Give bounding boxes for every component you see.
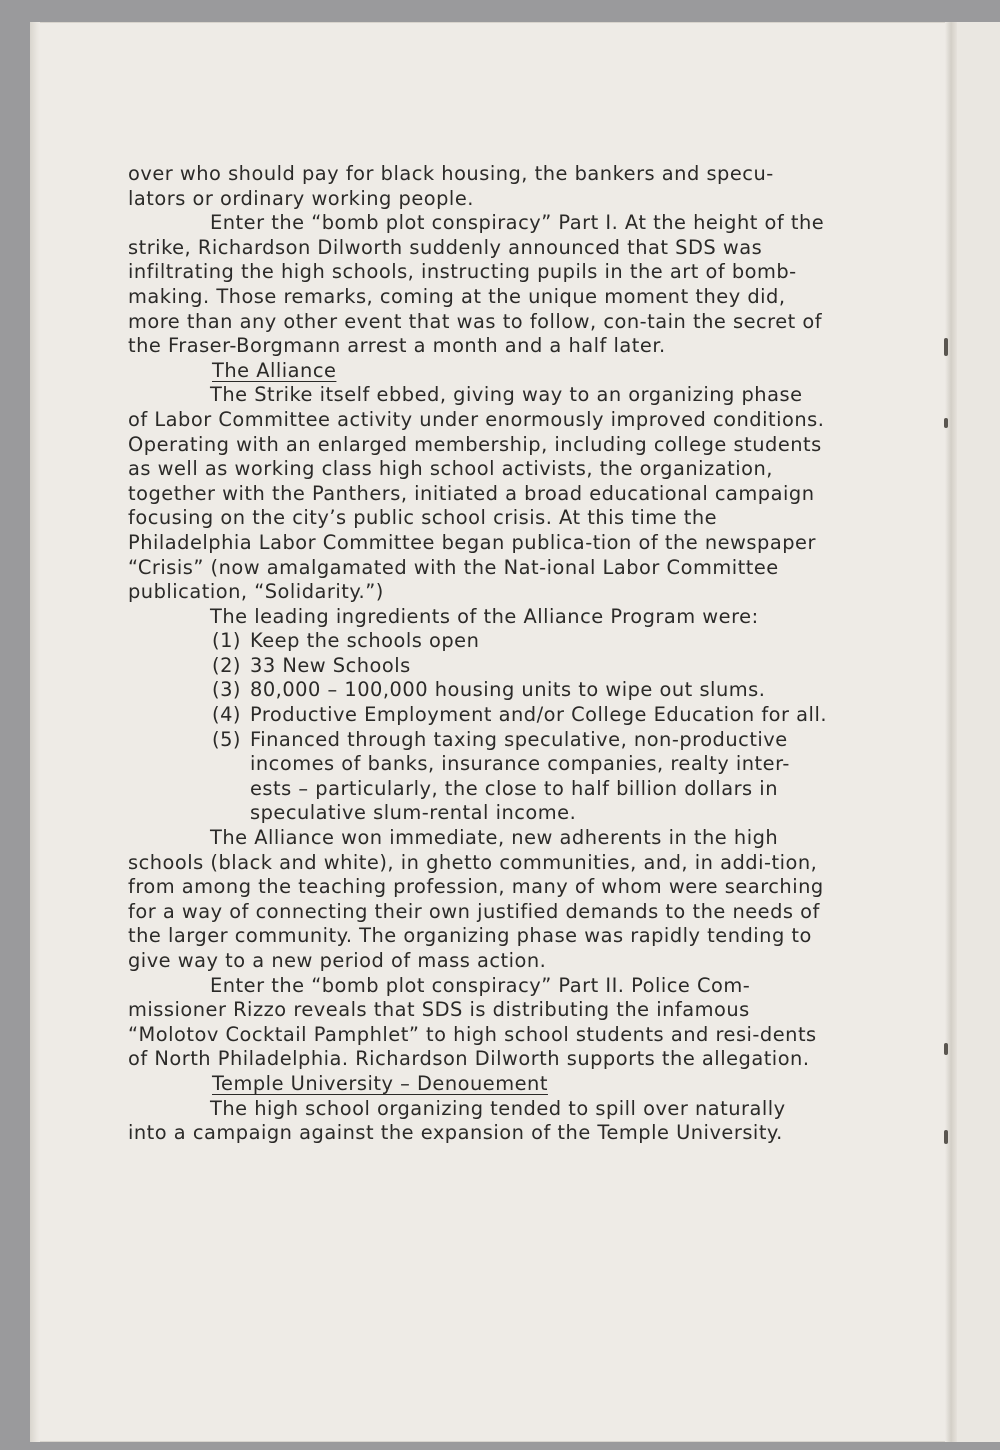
section-heading-alliance: The Alliance — [212, 358, 337, 382]
paragraph: Enter the “bomb plot conspiracy” Part II. Police Com-missioner Rizzo reveals that SDS is distributing the infamous “Molotov Cocktail Pamphlet” to high school students and resi-dents of North Philadelphia. Richardson Dilworth supports the allegation. — [128, 973, 817, 1071]
binding-gutter — [945, 22, 957, 1442]
staple-mark — [944, 1130, 948, 1144]
paragraph: The Strike itself ebbed, giving way to an organizing phase of Labor Committee activity under enormously improved conditions. Operating with an enlarged membership, including college students as well as working class high school activists, the organization, together with the Panthers, initiated a broad educational campaign focusing on the city’s public school crisis. At this time the Philadelphia Labor Committee began publica-tion of the newspaper “Crisis” (now amalgamated with the Nat-ional Labor Committee publication, “Solidarity.”) — [128, 383, 825, 604]
staple-mark — [944, 418, 948, 428]
staple-mark — [944, 1043, 948, 1055]
staple-mark — [944, 338, 948, 356]
paragraph: The Alliance won immediate, new adherents in the high schools (black and white), in ghetto communities, and, in addi-tion, from among the teaching profession, many of whom were searching for a way of connecting their own justified demands to the needs of the larger community. The organizing phase was rapidly tending to give way to a new period of mass action. — [128, 826, 824, 972]
list-item: (3) 80,000 – 100,000 housing units to wipe out slums. — [212, 678, 766, 702]
page-stack-edge — [30, 22, 40, 1442]
paragraph: Enter the “bomb plot conspiracy” Part I. At the height of the strike, Richardson Dilworth suddenly announced that SDS was infiltrating the high schools, instructing pupils in the art of bomb-making. Those remarks, coming at the unique moment they did, more than any other event that was to follow, con-tain the secret of the Fraser-Borgmann arrest a month and a half later. — [128, 211, 825, 358]
paragraph: over who should pay for black housing, the bankers and specu-lators or ordinary working people. — [128, 162, 774, 210]
list-item: (2) 33 New Schools — [212, 653, 411, 677]
section-heading-temple: Temple University – Denouement — [212, 1071, 548, 1095]
program-list — [128, 629, 828, 826]
body-text — [128, 162, 828, 1146]
list-item: (4) Productive Employment and/or College Education for all. — [212, 703, 827, 727]
paragraph: The leading ingredients of the Alliance Program were: — [210, 604, 759, 628]
paragraph: The high school organizing tended to spill over naturally into a campaign against the expansion of the Temple University. — [128, 1096, 786, 1145]
facing-page-strip — [957, 22, 1000, 1442]
list-item: (1) Keep the schools open — [212, 629, 480, 653]
list-item: (5) Financed through taxing speculative, non-productive incomes of banks, insurance companies, realty inter-ests – particularly, the close to half billion dollars in speculative slum-rental income. — [212, 727, 790, 825]
